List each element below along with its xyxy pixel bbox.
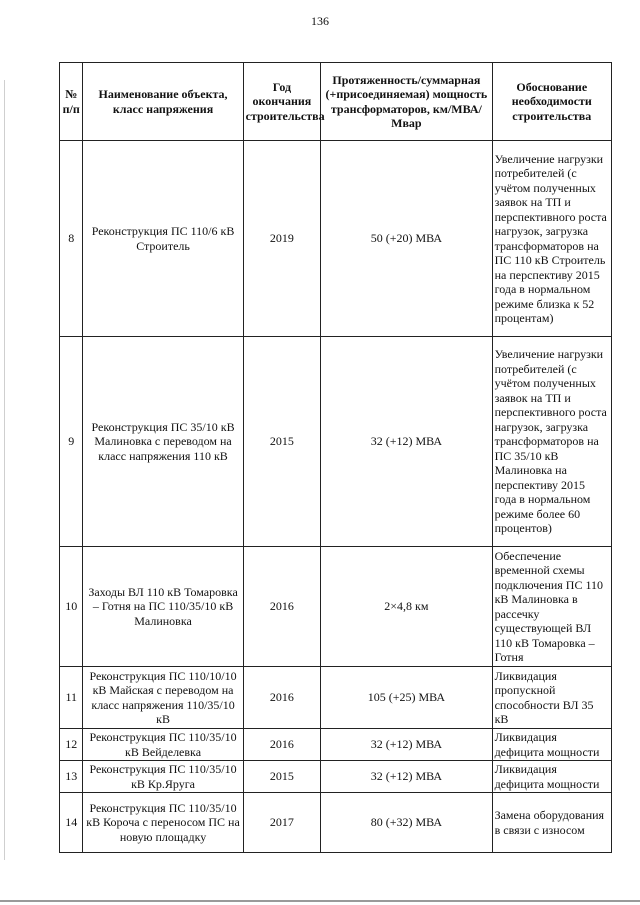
table-header-row xyxy=(60,63,612,141)
table-row xyxy=(60,337,612,547)
row-power: 80 (+32) МВА xyxy=(321,793,492,853)
row-num: 9 xyxy=(60,337,83,547)
row-year: 2016 xyxy=(243,547,321,667)
table-row xyxy=(60,547,612,667)
construction-projects-table xyxy=(59,62,612,853)
row-year: 2016 xyxy=(243,729,321,761)
row-reason: Обеспечение временной схемы подключения ПС 110 кВ Малиновка в рассечку существующей ВЛ 110 кВ Томаровка – Готня xyxy=(492,547,611,667)
row-reason: Замена оборудования в связи с износом xyxy=(492,793,611,853)
row-reason: Увеличение нагрузки потребителей (с учётом полученных заявок на ТП и перспективного роста нагрузок, загрузка трансформаторов на ПС 110 кВ Строитель на перспективу 2015 года в нормальном режиме близка к 52 процентам) xyxy=(492,141,611,337)
row-name: Заходы ВЛ 110 кВ Томаровка – Готня на ПС 110/35/10 кВ Малиновка xyxy=(83,547,243,667)
row-name: Реконструкция ПС 110/35/10 кВ Кр.Яруга xyxy=(83,761,243,793)
row-power: 32 (+12) МВА xyxy=(321,337,492,547)
row-power: 105 (+25) МВА xyxy=(321,667,492,729)
page-number: 136 xyxy=(311,14,329,28)
row-year: 2017 xyxy=(243,793,321,853)
row-name: Реконструкция ПС 110/35/10 кВ Короча с переносом ПС на новую площадку xyxy=(83,793,243,853)
row-reason: Увеличение нагрузки потребителей (с учётом полученных заявок на ТП и перспективного роста нагрузок, загрузка трансформаторов на ПС 35/10 кВ Малиновка на перспективу 2015 года в нормальном режиме более 60 процентов) xyxy=(492,337,611,547)
row-year: 2015 xyxy=(243,761,321,793)
header-num: № п/п xyxy=(60,63,83,141)
row-reason: Ликвидация пропускной способности ВЛ 35 кВ xyxy=(492,667,611,729)
scan-edge-line xyxy=(4,80,5,860)
row-reason: Ликвидация дефицита мощности xyxy=(492,761,611,793)
row-power: 32 (+12) МВА xyxy=(321,761,492,793)
row-power: 2×4,8 км xyxy=(321,547,492,667)
header-year: Год окончания строительства xyxy=(243,63,321,141)
row-num: 11 xyxy=(60,667,83,729)
row-num: 10 xyxy=(60,547,83,667)
row-num: 12 xyxy=(60,729,83,761)
row-name: Реконструкция ПС 110/10/10 кВ Майская с переводом на класс напряжения 110/35/10 кВ xyxy=(83,667,243,729)
row-num: 14 xyxy=(60,793,83,853)
row-year: 2015 xyxy=(243,337,321,547)
row-year: 2016 xyxy=(243,667,321,729)
table-row xyxy=(60,761,612,793)
table-row xyxy=(60,667,612,729)
row-reason: Ликвидация дефицита мощности xyxy=(492,729,611,761)
header-name: Наименование объекта, класс напряжения xyxy=(83,63,243,141)
scan-bottom-edge xyxy=(0,900,640,902)
header-reason: Обоснование необходимости строительства xyxy=(492,63,611,141)
row-name: Реконструкция ПС 110/35/10 кВ Вейделевка xyxy=(83,729,243,761)
table-row xyxy=(60,729,612,761)
row-num: 8 xyxy=(60,141,83,337)
row-name: Реконструкция ПС 35/10 кВ Малиновка с переводом на класс напряжения 110 кВ xyxy=(83,337,243,547)
row-num: 13 xyxy=(60,761,83,793)
header-power: Протяженность/суммарная (+присоединяемая) мощность трансформаторов, км/МВА/Мвар xyxy=(321,63,492,141)
row-year: 2019 xyxy=(243,141,321,337)
row-name: Реконструкция ПС 110/6 кВ Строитель xyxy=(83,141,243,337)
table-row xyxy=(60,141,612,337)
row-power: 32 (+12) МВА xyxy=(321,729,492,761)
row-power: 50 (+20) МВА xyxy=(321,141,492,337)
table-row xyxy=(60,793,612,853)
